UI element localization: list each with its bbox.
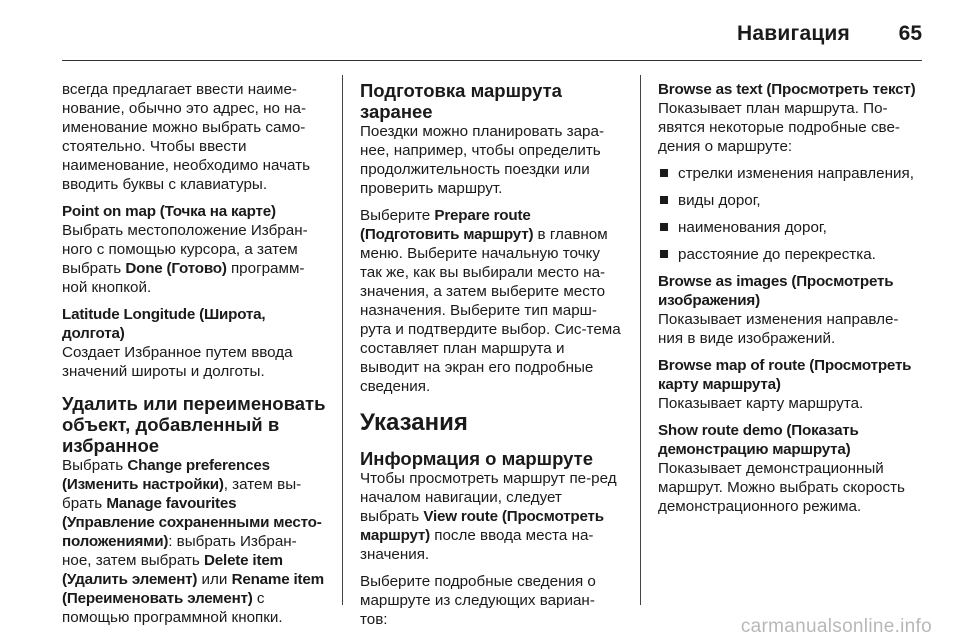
- heading-directions: Указания: [360, 409, 468, 436]
- paragraph-plan: Поездки можно планировать зара-нее, например, чтобы определить продолжительность поездки или проверить маршрут.: [360, 123, 605, 197]
- list-item: виды дорог,: [658, 191, 922, 210]
- paragraph-options: Выберите подробные сведения о маршруте из следующих вариан-тов:: [360, 573, 596, 628]
- term-browse-images: Browse as images (Просмотреть изображения): [658, 273, 894, 309]
- column-3: [658, 80, 922, 524]
- paragraph-view-route: Чтобы просмотреть маршрут пе-ред началом навигации, следует выбрать View route (Просмотреть маршрут) после ввода места на-значения.: [360, 470, 617, 563]
- section-title: Навигация: [737, 22, 850, 45]
- paragraph-browse-text: Показывает план маршрута. По-явятся некоторые подробные све-дения о маршруте:: [658, 100, 900, 155]
- bullet-square-icon: [660, 196, 668, 204]
- list-item: расстояние до перекрестка.: [658, 245, 922, 264]
- paragraph-delete-rename: Выбрать Change preferences (Изменить настройки), затем вы-брать Manage favourites (Управление сохраненными место-положениями): выбрать Избран-ное, затем выбрать Delete item (Удалить элемент) или Rename item (Переименовать элемент) с помощью программной кнопки.: [62, 457, 324, 626]
- term-browse-map: Browse map of route (Просмотреть карту маршрута): [658, 357, 912, 393]
- column-divider-2: [640, 75, 641, 605]
- column-divider-1: [342, 75, 343, 605]
- page-number: 65: [898, 22, 922, 45]
- term-route-demo: Show route demo (Показать демонстрацию маршрута): [658, 422, 859, 458]
- term-lat-long: Latitude Longitude (Широта, долгота): [62, 306, 266, 342]
- heading-prepare-route: Подготовка маршрута заранее: [360, 80, 562, 122]
- page-header: [62, 18, 922, 61]
- watermark: carmanualsonline.info: [740, 616, 932, 637]
- paragraph-intro: всегда предлагает ввести наиме-нование, обычно это адрес, но на-именование можно выбрать само-стоятельно. Чтобы ввести наименование, необходимо начать вводить буквы с клавиатуры.: [62, 81, 310, 193]
- heading-route-info: Информация о маршруте: [360, 448, 593, 469]
- heading-delete-rename: Удалить или переименовать объект, добавленный в избранное: [62, 393, 326, 456]
- column-1: [62, 80, 326, 635]
- paragraph-point-on-map: Выбрать местоположение Избран-ного с помощью курсора, а затем выбрать Done (Готово) программ-ной кнопкой.: [62, 222, 308, 296]
- term-point-on-map: Point on map (Точка на карте): [62, 203, 276, 220]
- paragraph-browse-images: Показывает изменения направле-ния в виде изображений.: [658, 311, 899, 347]
- term-browse-text: Browse as text (Просмотреть текст): [658, 81, 916, 98]
- list-item: наименования дорог,: [658, 218, 922, 237]
- list-item: стрелки изменения направления,: [658, 164, 922, 183]
- paragraph-lat-long: Создает Избранное путем ввода значений широты и долготы.: [62, 344, 293, 380]
- paragraph-browse-map: Показывает карту маршрута.: [658, 395, 864, 412]
- paragraph-prepare: Выберите Prepare route (Подготовить маршрут) в главном меню. Выберите начальную точку так же, как вы выбирали место на-значения, а затем выберите место назначения. Выберите тип марш-рута и подтвердите выбор. Сис-тема составляет план маршрута и выводит на экран его подробные сведения.: [360, 207, 621, 395]
- bullet-square-icon: [660, 250, 668, 258]
- bullet-list: [658, 164, 922, 264]
- bullet-square-icon: [660, 169, 668, 177]
- column-2: [360, 80, 622, 637]
- bullet-square-icon: [660, 223, 668, 231]
- paragraph-route-demo: Показывает демонстрационный маршрут. Можно выбрать скорость демонстрационного режима.: [658, 460, 905, 515]
